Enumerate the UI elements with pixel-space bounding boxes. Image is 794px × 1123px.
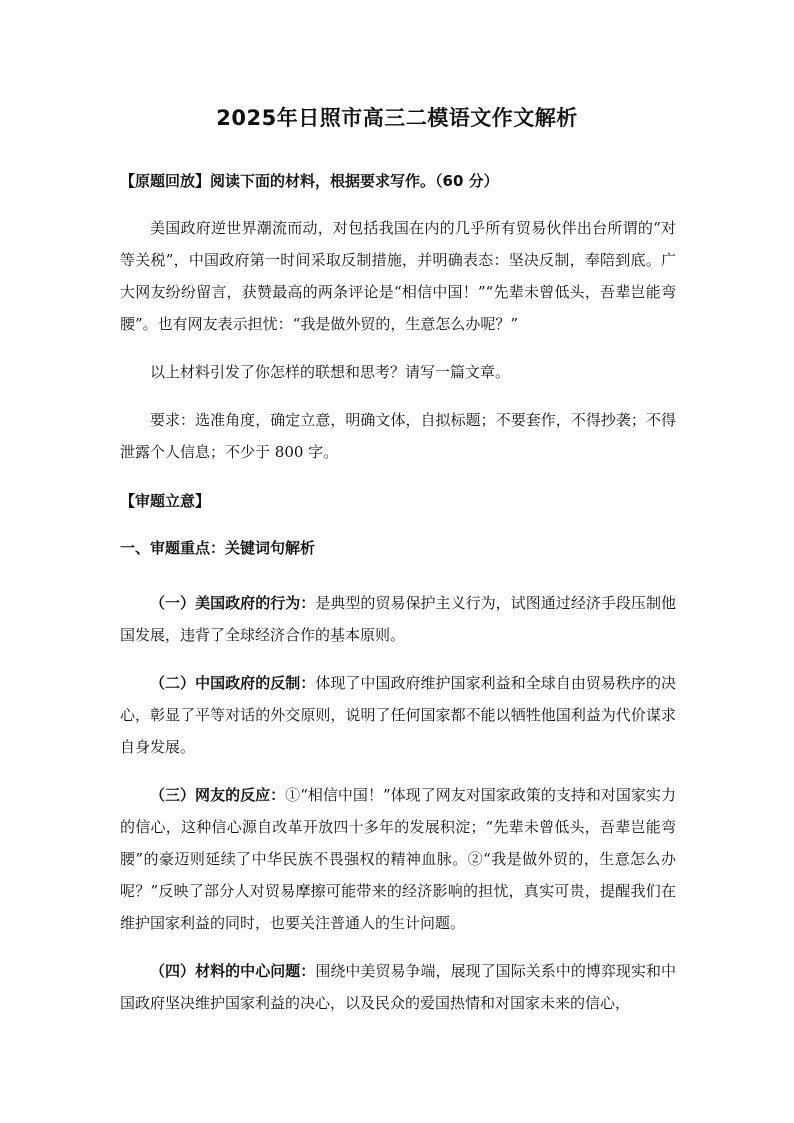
analysis-label: （三）网友的反应： <box>150 786 286 804</box>
requirements-paragraph: 要求：选准角度，确定立意，明确文体，自拟标题；不要套作，不得抄袭；不得泄露个人信息；不少于 800 字。 <box>120 411 676 461</box>
analysis-text: 是典型的贸易保护主义行为，试图通过经济手段压制他国发展，违背了全球经济合作的基本原则。 <box>120 594 676 644</box>
analysis-label: （二）中国政府的反制： <box>150 674 316 692</box>
analysis-item <box>120 667 676 763</box>
prompt-heading: 【原题回放】阅读下面的材料，根据要求写作。（60 分） <box>120 172 499 190</box>
analysis-text: ①“相信中国！”体现了网友对国家政策的支持和对国家实力的信心，这种信心源自改革开放四十多年的发展积淀；“先辈未曾低头，吾辈岂能弯腰”的豪迈则延续了中华民族不畏强权的精神血脉。②“我是做外贸的，生意怎么办呢？”反映了部分人对贸易摩擦可能带来的经济影响的担忧，真实可贵，提醒我们在维护国家利益的同时，也要关注普通人的生计问题。 <box>120 786 676 932</box>
section-heading: 【审题立意】 <box>120 492 211 510</box>
document-title: 2025年日照市高三二模语文作文解析 <box>216 106 578 130</box>
analysis-text: 围绕中美贸易争端，展现了国际关系中的博弈现实和中国政府坚决维护国家利益的决心，以及民众的爱国热情和对国家未来的信心， <box>120 962 676 1012</box>
analysis-label: （一）美国政府的行为： <box>150 594 316 612</box>
analysis-item <box>120 779 676 939</box>
analysis-label: （四）材料的中心问题： <box>150 962 316 980</box>
analysis-item <box>120 955 676 1019</box>
analysis-item <box>120 587 676 651</box>
task-paragraph: 以上材料引发了你怎样的联想和思考？请写一篇文章。 <box>150 363 511 381</box>
material-paragraph: 美国政府逆世界潮流而动，对包括我国在内的几乎所有贸易伙伴出台所谓的“对等关税”，中国政府第一时间采取反制措施，并明确表态：坚决反制，奉陪到底。广大网友纷纷留言，获赞最高的两条评论是“相信中国！”“先辈未曾低头，吾辈岂能弯腰”。也有网友表示担忧：“我是做外贸的，生意怎么办呢？” <box>120 219 676 333</box>
analysis-text: 体现了中国政府维护国家利益和全球自由贸易秩序的决心，彰显了平等对话的外交原则，说明了任何国家都不能以牺牲他国利益为代价谋求自身发展。 <box>120 674 676 756</box>
sub-heading: 一、审题重点：关键词句解析 <box>120 539 316 557</box>
